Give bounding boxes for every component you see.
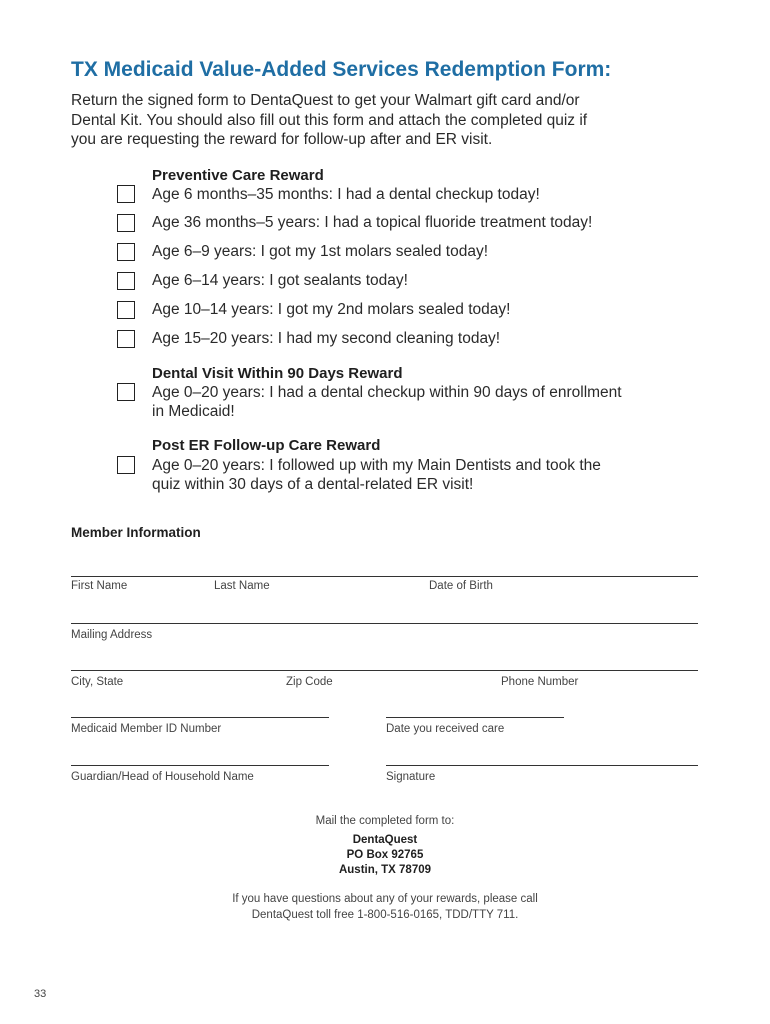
preventive-option-4: Age 6–14 years: I got sealants today! [152, 272, 408, 289]
last-name-input[interactable] [214, 558, 424, 574]
preventive-option-5: Age 10–14 years: I got my 2nd molars sealed today! [152, 301, 511, 318]
post-er-heading: Post ER Follow-up Care Reward [152, 437, 381, 454]
intro-line: Return the signed form to DentaQuest to get your Walmart gift card and/or [71, 92, 580, 109]
post-er-checkbox[interactable] [117, 456, 135, 474]
medicaid-id-input[interactable] [71, 699, 329, 715]
guardian-name-input[interactable] [71, 747, 329, 763]
phone-number-label: Phone Number [501, 676, 579, 688]
preventive-checkbox-1[interactable] [117, 185, 135, 203]
divider-line [71, 670, 698, 671]
preventive-option-1: Age 6 months–35 months: I had a dental checkup today! [152, 186, 540, 203]
mail-city: Austin, TX 78709 [338, 864, 432, 876]
city-state-label: City, State [71, 676, 124, 688]
mailing-address-input[interactable] [71, 605, 698, 621]
zip-code-label: Zip Code [286, 676, 333, 688]
divider-line [386, 717, 564, 718]
footer-line-2: DentaQuest toll free 1-800-516-0165, TDD/TTY 711. [251, 909, 519, 921]
divider-line [71, 717, 329, 718]
member-info-heading: Member Information [71, 525, 201, 540]
guardian-name-label: Guardian/Head of Household Name [71, 771, 254, 783]
mailing-address-label: Mailing Address [71, 629, 153, 641]
dental-visit-heading: Dental Visit Within 90 Days Reward [152, 365, 403, 382]
divider-line [71, 623, 698, 624]
preventive-option-3: Age 6–9 years: I got my 1st molars sealed today! [152, 243, 489, 260]
mail-po-box: PO Box 92765 [346, 849, 424, 861]
preventive-checkbox-6[interactable] [117, 330, 135, 348]
city-state-input[interactable] [71, 652, 281, 668]
phone-number-input[interactable] [501, 652, 697, 668]
divider-line [71, 576, 698, 577]
dental-visit-checkbox[interactable] [117, 383, 135, 401]
dental-visit-line-2: in Medicaid! [152, 403, 235, 420]
mail-instructions: Mail the completed form to: [315, 815, 455, 827]
first-name-input[interactable] [71, 558, 211, 574]
medicaid-id-label: Medicaid Member ID Number [71, 723, 222, 735]
mail-recipient: DentaQuest [352, 834, 418, 846]
intro-line: Dental Kit. You should also fill out this form and attach the completed quiz if [71, 111, 588, 129]
post-er-line-1: Age 0–20 years: I followed up with my Main Dentists and took the [152, 457, 601, 474]
page-title: TX Medicaid Value-Added Services Redemption Form: [71, 58, 612, 81]
preventive-checkbox-3[interactable] [117, 243, 135, 261]
date-of-birth-label: Date of Birth [429, 580, 493, 592]
divider-line [386, 765, 698, 766]
date-received-label: Date you received care [386, 723, 505, 735]
intro-line: you are requesting the reward for follow-up after and ER visit. [71, 131, 493, 148]
preventive-checkbox-4[interactable] [117, 272, 135, 290]
preventive-checkbox-5[interactable] [117, 301, 135, 319]
date-of-birth-input[interactable] [429, 558, 697, 574]
page-number: 33 [34, 988, 47, 1000]
dental-visit-line-1: Age 0–20 years: I had a dental checkup within 90 days of enrollment [152, 384, 622, 401]
post-er-line-2: quiz within 30 days of a dental-related ER visit! [152, 476, 474, 493]
last-name-label: Last Name [214, 580, 270, 592]
preventive-care-heading: Preventive Care Reward [152, 167, 324, 184]
date-received-input[interactable] [386, 699, 564, 715]
preventive-option-6: Age 15–20 years: I had my second cleaning today! [152, 330, 501, 347]
preventive-option-2: Age 36 months–5 years: I had a topical fluoride treatment today! [152, 214, 593, 231]
intro-paragraph [71, 91, 711, 150]
divider-line [71, 765, 329, 766]
footer-line-1: If you have questions about any of your rewards, please call [232, 893, 538, 905]
first-name-label: First Name [71, 580, 128, 592]
signature-input[interactable] [386, 747, 697, 763]
zip-code-input[interactable] [286, 652, 496, 668]
signature-label: Signature [386, 771, 436, 783]
preventive-checkbox-2[interactable] [117, 214, 135, 232]
